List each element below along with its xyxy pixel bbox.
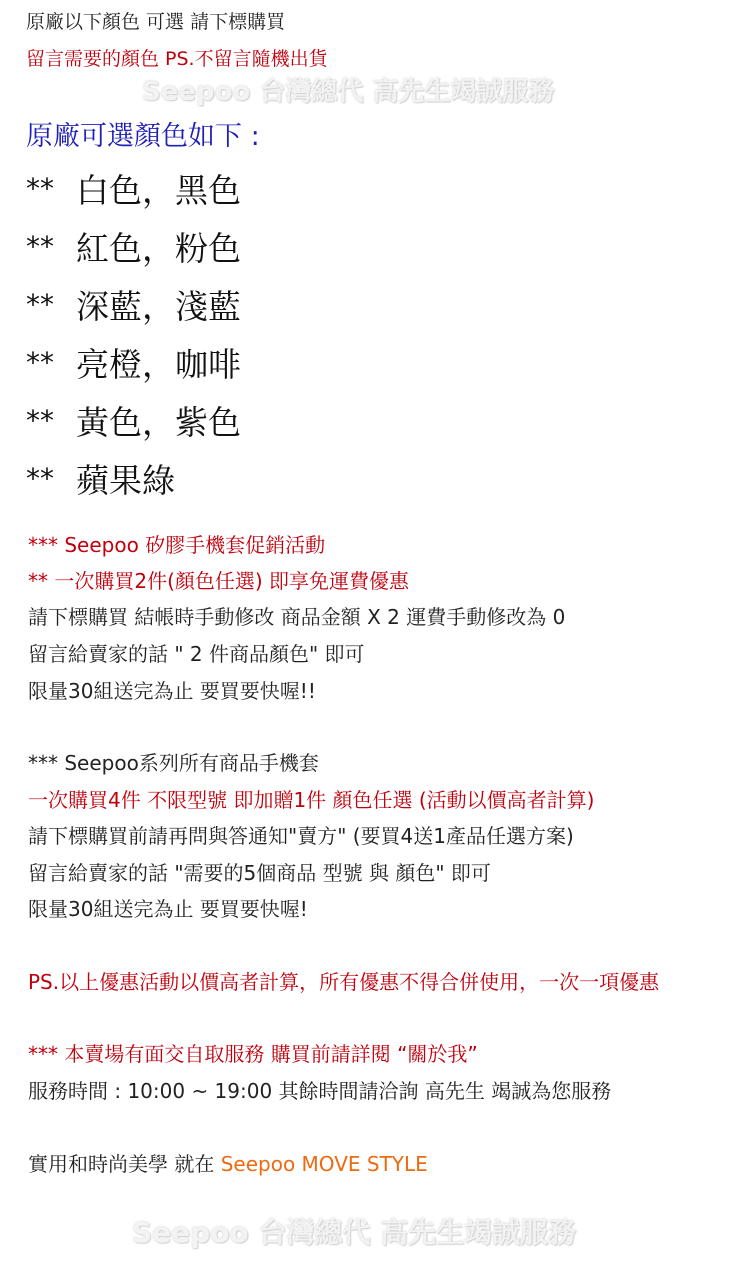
color-item-label: 紅色，粉色 <box>76 229 241 268</box>
color-item <box>26 403 241 442</box>
promo2-title: *** Seepoo系列所有商品手機套 <box>28 751 319 775</box>
color-item-label: 亮橙，咖啡 <box>76 345 241 384</box>
color-item <box>26 171 241 210</box>
bullet-stars: ** <box>26 462 54 495</box>
promo1-title: *** Seepoo 矽膠手機套促銷活動 <box>28 533 326 557</box>
bullet-stars: ** <box>26 404 54 437</box>
promo1-offer: ** 一次購買2件(顏色任選) 即享免運費優惠 <box>28 569 410 593</box>
promo1-limit: 限量30組送完為止 要買要快喔!! <box>28 679 316 703</box>
bullet-stars: ** <box>26 230 54 263</box>
ps-note: PS.以上優惠活動以價高者計算，所有優惠不得合併使用，一次一項優惠 <box>28 970 660 994</box>
color-item <box>26 287 241 326</box>
promo1-instructions: 請下標購買 結帳時手動修改 商品金額 X 2 運費手動修改為 0 <box>28 605 566 629</box>
watermark-bottom: Seepoo 台灣總代 高先生竭誠服務 <box>132 1216 577 1249</box>
bullet-stars: ** <box>26 346 54 379</box>
color-item-label: 黃色，紫色 <box>76 403 241 442</box>
colors-heading: 原廠可選顏色如下 : <box>26 121 260 152</box>
watermark-top: Seepoo 台灣總代 高先生竭誠服務 <box>142 77 555 107</box>
color-item-label: 蘋果綠 <box>76 461 175 500</box>
color-item-label: 深藍，淺藍 <box>76 287 241 326</box>
intro-line-2: 留言需要的顏色 PS.不留言隨機出貨 <box>26 48 328 70</box>
promo2-note: 留言給賣家的話 "需要的5個商品 型號 與 顏色" 即可 <box>28 861 491 885</box>
color-item <box>26 345 241 384</box>
promo2-limit: 限量30組送完為止 要買要快喔! <box>28 897 308 921</box>
brand-name: Seepoo MOVE STYLE <box>220 1152 428 1176</box>
intro-line-1: 原廠以下顏色 可選 請下標購買 <box>26 11 286 33</box>
color-item-label: 白色，黑色 <box>76 171 241 210</box>
tagline <box>28 1154 428 1174</box>
color-item <box>26 461 175 500</box>
promo2-offer: 一次購買4件 不限型號 即加贈1件 顏色任選 (活動以價高者計算) <box>28 788 595 812</box>
store-hours: 服務時間 : 10:00 ~ 19:00 其餘時間請洽詢 高先生 竭誠為您服務 <box>28 1079 612 1103</box>
promo2-instructions: 請下標購買前請再問與答通知"賣方" (要買4送1產品任選方案) <box>28 824 574 848</box>
tagline-prefix: 實用和時尚美學 就在 <box>28 1152 221 1176</box>
color-item <box>26 229 241 268</box>
bullet-stars: ** <box>26 288 54 321</box>
bullet-stars: ** <box>26 172 54 205</box>
promo1-note: 留言給賣家的話 " 2 件商品顏色" 即可 <box>28 642 365 666</box>
store-notice: *** 本賣場有面交自取服務 購買前請詳閱 “關於我” <box>28 1042 478 1066</box>
